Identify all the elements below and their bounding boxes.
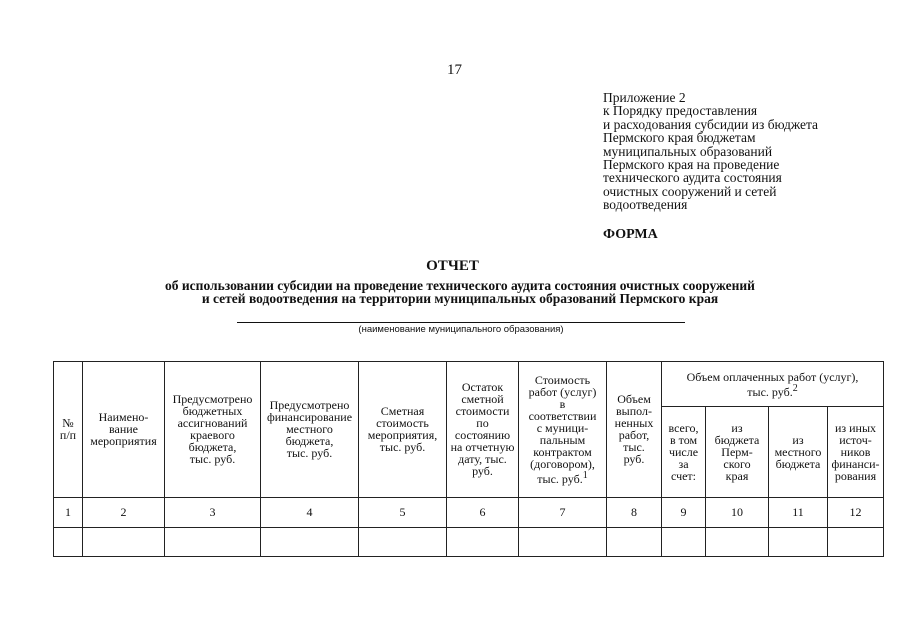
header-paid-total: всего, в том числе за счет: — [662, 407, 706, 497]
column-number: 5 — [359, 497, 447, 527]
header-estimated-cost: Сметная стоимость мероприятия, тыс. руб. — [359, 362, 447, 498]
page-number: 17 — [447, 62, 462, 78]
header-local-budget: Предусмотрено финансирование местного бюджета, тыс. руб. — [261, 362, 359, 498]
header-paid-other: из иных источ- ников финанси- рования — [828, 407, 884, 497]
table-cell — [706, 527, 769, 556]
report-title: ОТЧЕТ — [426, 258, 479, 274]
table-cell — [662, 527, 706, 556]
table-cell — [828, 527, 884, 556]
header-completed-works: Объем выпол- ненных работ, тыс. руб. — [607, 362, 662, 498]
appendix-line: очистных сооружений и сетей — [603, 183, 777, 199]
header-remaining-cost: Остаток сметной стоимости по состоянию на отчетную дату, тыс. руб. — [447, 362, 519, 498]
table-header-row — [54, 362, 884, 407]
table-cell — [607, 527, 662, 556]
column-number: 4 — [261, 497, 359, 527]
report-subtitle — [100, 279, 820, 305]
table-cell — [769, 527, 828, 556]
appendix-line: к Порядку предоставления — [603, 103, 758, 119]
header-number: № п/п — [54, 362, 83, 498]
table-cell — [165, 527, 261, 556]
table-row — [54, 527, 884, 556]
table-cell — [447, 527, 519, 556]
report-table — [53, 361, 884, 557]
column-number: 11 — [769, 497, 828, 527]
municipality-name-caption: (наименование муниципального образования) — [358, 324, 564, 335]
municipality-name-line — [237, 322, 685, 323]
appendix-line: муниципальных образований — [603, 143, 773, 159]
column-number: 6 — [447, 497, 519, 527]
appendix-line: технического аудита состояния — [603, 170, 782, 186]
report-subtitle-line: об использовании субсидии на проведение технического аудита состояния очистных сооружений — [165, 278, 755, 293]
column-number-row — [54, 497, 884, 527]
header-paid-local: из местного бюджета — [769, 407, 828, 497]
header-contract-cost-text: Стоимость работ (услуг) в соответствии с муници- пальным контрактом (договором), тыс. руб. — [528, 372, 597, 486]
appendix-line: Пермского края на проведение — [603, 157, 780, 173]
column-number: 2 — [83, 497, 165, 527]
footnote-mark: 1 — [582, 469, 588, 481]
column-number: 9 — [662, 497, 706, 527]
column-number: 10 — [706, 497, 769, 527]
column-number: 8 — [607, 497, 662, 527]
header-paid-regional: из бюджета Перм- ского края — [706, 407, 769, 497]
column-number: 7 — [519, 497, 607, 527]
header-regional-budget: Предусмотрено бюджетных ассигнований краевого бюджета, тыс. руб. — [165, 362, 261, 498]
appendix-line: и расходования субсидии из бюджета — [603, 116, 819, 132]
column-number: 12 — [828, 497, 884, 527]
appendix-line: водоотведения — [603, 197, 688, 213]
appendix-line: Приложение 2 — [603, 90, 686, 105]
column-number: 1 — [54, 497, 83, 527]
column-number: 3 — [165, 497, 261, 527]
header-paid-works-text: Объем оплаченных работ (услуг), тыс. руб. — [686, 369, 859, 399]
header-paid-works-group — [662, 362, 884, 407]
table-cell — [519, 527, 607, 556]
table-cell — [83, 527, 165, 556]
appendix-block — [603, 91, 883, 212]
report-subtitle-line: и сетей водоотведения на территории муниципальных образований Пермского края — [201, 291, 719, 306]
header-event-name: Наимено- вание мероприятия — [83, 362, 165, 498]
form-label: ФОРМА — [603, 227, 658, 242]
table-cell — [359, 527, 447, 556]
table-cell — [261, 527, 359, 556]
header-contract-cost — [519, 362, 607, 498]
footnote-mark: 2 — [792, 382, 798, 394]
table-cell — [54, 527, 83, 556]
appendix-line: Пермского края бюджетам — [603, 130, 756, 146]
